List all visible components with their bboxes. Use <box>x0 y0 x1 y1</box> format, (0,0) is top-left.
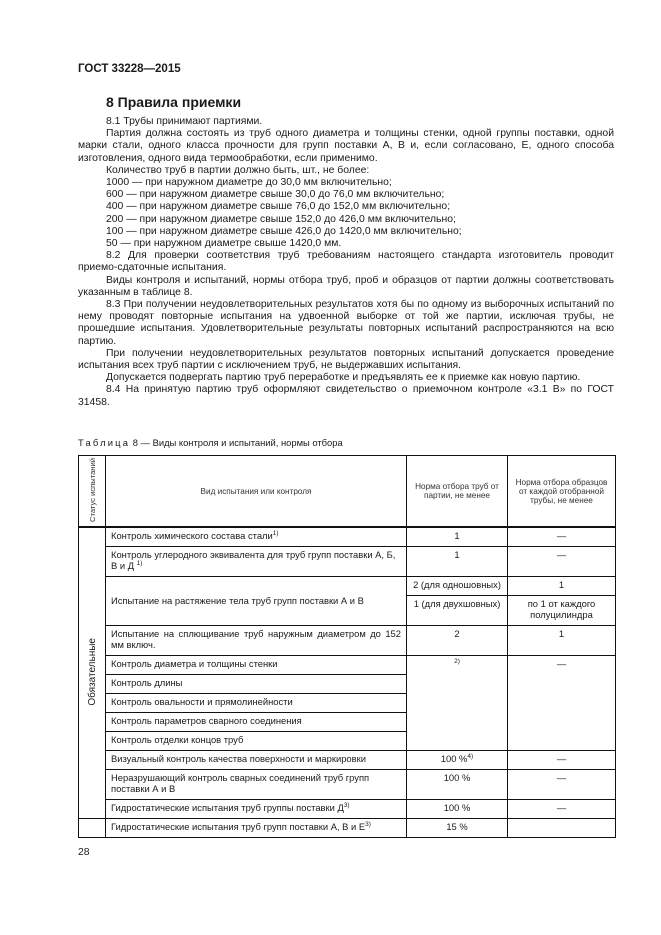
pipes-cell: 1 <box>407 546 508 576</box>
header-status: Статус испытаний <box>79 456 106 528</box>
samples-cell: — <box>508 799 616 818</box>
table-row <box>79 546 616 576</box>
header-kind: Вид испытания или контроля <box>106 456 407 528</box>
pipes-cell: 2 <box>407 625 508 655</box>
kind-cell: Контроль отделки концов труб <box>106 731 407 750</box>
list-item-quantity: 100 — при наружном диаметре свыше 426,0 до 1420,0 мм включительно; <box>106 225 462 237</box>
list-item-quantity: 600 — при наружном диаметре свыше 30,0 до 76,0 мм включительно; <box>106 189 445 201</box>
table-caption-title: 8 — Виды контроля и испытаний, нормы отбора <box>130 437 343 448</box>
kind-cell: Испытание на растяжение тела труб групп поставки А и В <box>106 576 407 625</box>
samples-cell: — <box>508 769 616 799</box>
kind-cell: Визуальный контроль качества поверхности и маркировки <box>106 750 407 769</box>
table-row <box>79 750 616 769</box>
paragraph-test-types: Виды контроля и испытаний, нормы отбора труб, проб и образцов от партии должны соответствовать указанным в таблице 8. <box>78 274 614 298</box>
samples-cell: — <box>508 750 616 769</box>
kind-cell: Контроль длины <box>106 674 407 693</box>
samples-cell <box>508 818 616 837</box>
kind-cell: Контроль химического состава стали$^{1)}$ <box>106 527 407 546</box>
kind-cell: Гидростатические испытания труб групп поставки А, В и $Е^{3)}$ <box>106 818 407 837</box>
samples-cell: — <box>508 527 616 546</box>
samples-cell: — <box>508 546 616 576</box>
paragraph-8-1: 8.1 Трубы принимают партиями. <box>106 116 263 127</box>
kind-cell: Испытание на сплющивание труб наружным диаметром до 152 мм включ. <box>106 625 407 655</box>
section-title: 8 Правила приемки <box>106 94 242 110</box>
pipes-cell: 15 % <box>407 818 508 837</box>
page-number: 28 <box>78 847 90 858</box>
kind-cell: Гидростатические испытания труб группы поставки $Д^{3)}$ <box>106 799 407 818</box>
footnote-ref: 1) <box>272 530 279 538</box>
pipes-cell: 2 (для одношовных) <box>407 576 508 595</box>
paragraph-retest: При получении неудовлетворительных результатов повторных испытаний допускается проведение испытания всех труб партии с исключением труб, не выдержавших испытания. <box>78 347 614 372</box>
samples-cell: 1 <box>508 625 616 655</box>
body-text <box>78 116 614 409</box>
table-row <box>79 655 616 674</box>
table-row <box>79 769 616 799</box>
paragraph-8-4: 8.4 На принятую партию труб оформляют свидетельство о приемочном контроле «3.1 В» по ГОСТ 31458. <box>78 384 614 408</box>
pipes-cell: 100 % <box>407 799 508 818</box>
pipes-cell: 1 (для двухшовных) <box>407 595 508 625</box>
samples-cell: по 1 от каждого полуцилиндра <box>508 595 616 625</box>
footnote-ref: 1) <box>136 559 143 567</box>
table-row <box>79 799 616 818</box>
table-caption <box>78 437 343 448</box>
table-row <box>79 527 616 546</box>
table-row <box>79 625 616 655</box>
header-samples-norm: Норма отбора образцов от каждой отобранной трубы, не менее <box>508 456 616 528</box>
footnote-ref: 2) <box>454 657 460 665</box>
status-group-label: Обязательные <box>86 637 98 706</box>
status-cell-empty <box>79 818 106 837</box>
table-row <box>79 818 616 837</box>
paragraph-8-2: 8.2 Для проверки соответствия труб требованиям настоящего стандарта изготовитель проводит приемо-сдаточные испытания. <box>78 250 614 274</box>
paragraph-batch: Партия должна состоять из труб одного диаметра и толщины стенки, одной группы поставки, одной марки стали, одного класса прочности для групп поставки А, В и, если согласовано, Е, одного способа изготовления, одного вида термообработки, если применимо. <box>78 128 614 164</box>
samples-cell: — <box>508 655 616 750</box>
table-8 <box>78 455 616 838</box>
document-code: ГОСТ 33228—2015 <box>78 63 181 75</box>
kind-cell: Неразрушающий контроль сварных соединений труб групп поставки А и В <box>106 769 407 799</box>
kind-cell: Контроль овальности и прямолинейности <box>106 693 407 712</box>
samples-cell: 1 <box>508 576 616 595</box>
footnote-ref: 3) <box>343 801 350 809</box>
pipes-cell: 1 <box>407 527 508 546</box>
paragraph-quantity: Количество труб в партии должно быть, шт., не более: <box>106 164 370 176</box>
pipes-cell: 100 %$^{4)}$ <box>407 750 508 769</box>
footnote-ref: 3) <box>365 820 371 828</box>
pipes-cell <box>407 655 508 750</box>
paragraph-8-3: 8.3 При получении неудовлетворительных результатов хотя бы по одному из выборочных испытаний по нему проводят повторные испытания на удвоенной выборке от той же партии, исключая трубы, не прошедшие испытания. Удовлетворительные результаты повторных испытаний распространяются на всю партию. <box>78 299 614 347</box>
pipes-cell: 100 % <box>407 769 508 799</box>
header-pipes-norm: Норма отбора труб от партии, не менее <box>407 456 508 528</box>
table-caption-prefix: Таблица <box>78 437 131 448</box>
kind-cell: Контроль углеродного эквивалента для труб групп поставки А, Б, В и Д $^{1)}$ <box>106 546 407 576</box>
list-item-quantity: 200 — при наружном диаметре свыше 152,0 до 426,0 мм включительно; <box>106 213 456 225</box>
list-item-quantity: 1000 — при наружном диаметре до 30,0 мм включительно; <box>106 177 392 189</box>
list-item-quantity: 400 — при наружном диаметре свыше 76,0 до 152,0 мм включительно; <box>106 201 451 213</box>
kind-cell: Контроль параметров сварного соединения <box>106 712 407 731</box>
footnote-ref: 4) <box>467 752 474 760</box>
paragraph-rework: Допускается подвергать партию труб переработке и предъявлять ее к приемке как новую партию. <box>106 372 581 384</box>
list-item-quantity: 50 — при наружном диаметре свыше 1420,0 мм. <box>106 238 342 250</box>
table-row <box>79 576 616 595</box>
kind-cell: Контроль диаметра и толщины стенки <box>106 655 407 674</box>
status-cell <box>79 527 106 818</box>
